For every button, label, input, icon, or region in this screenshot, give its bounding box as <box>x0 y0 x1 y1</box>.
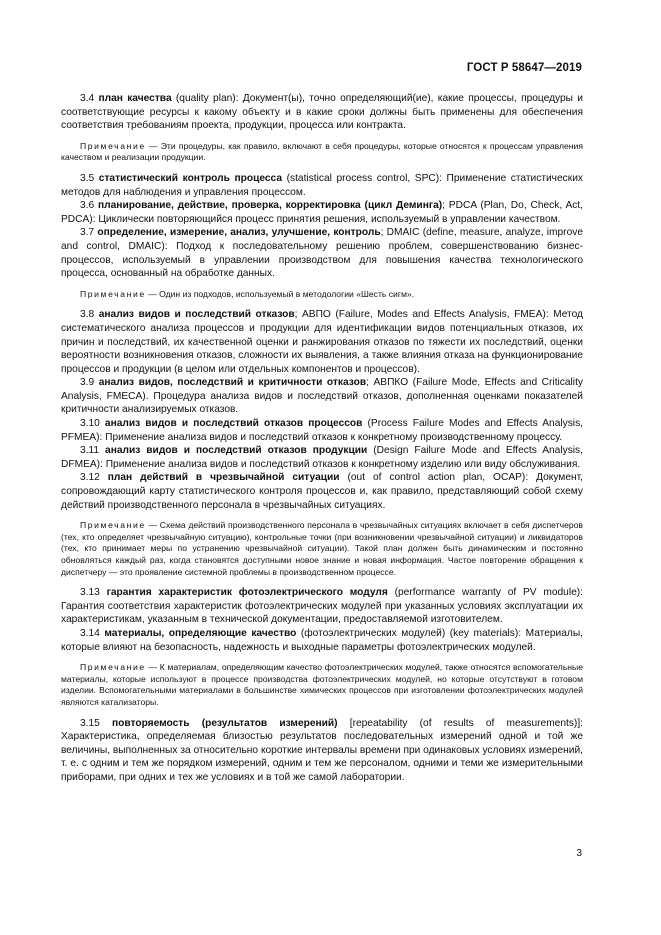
note-text: — Схема действий производственного персонала в чрезвычайных ситуациях включает в себя диспетчеров (тех, кто определяет чрезвычайную ситуацию), контрольные точки (при возникновении чрезвычайной ситуации) и ликвидаторов (тех, кто принимает меры по устранению чрезвычайной ситуации). Такой план должен быть динамическим и постоянно обновляться каждый раз, когда становятся доступными новое знание и новая информация. Частое повторение обращения к диспетчеру — это проявление системной проблемы в производственном процессе. <box>61 520 583 577</box>
term-number: 3.9 <box>80 377 95 389</box>
term-definition: [repeatability (of results of measurements)]: Характеристика, определяемая близостью результатов последовательных измерений одной и той же величины, выполненных за относительно короткие интервалы времени при одинаковых условиях измерений, т. е. с одним и тем же порядком измерений, одним и тем же персоналом, одними и теми же измерительными приборами, при одних и тех же условиях и в той же самой лаборатории. <box>61 717 583 783</box>
term-name: план действий в чрезвычайной ситуации <box>107 472 340 484</box>
term-name: планирование, действие, проверка, корректировка (цикл Деминга) <box>98 200 443 212</box>
term-definition: (фотоэлектрических модулей) (key materials): Материалы, которые влияют на безопасность, надежность и выходные параметры фотоэлектрических модулей. <box>61 627 583 653</box>
note-text: — Один из подходов, используемый в методологии «Шесть сигм». <box>145 288 415 299</box>
term-entry-3-9 <box>61 376 583 417</box>
term-entry-3-10 <box>61 417 583 444</box>
term-number: 3.4 <box>80 93 95 104</box>
note-label: Примечание <box>80 288 146 299</box>
term-entry-3-11 <box>61 444 583 471</box>
note-3-14 <box>61 662 583 708</box>
term-definition: (out of control action plan, OCAP): Документ, сопровождающий карту статистического контроля процессов и, как правило, представляющий собой схему действий производственного персонала в чрезвычайных ситуациях. <box>61 472 583 511</box>
term-definition: ; АВПКО (Failure Mode, Effects and Criticality Analysis, FMECA). Процедура анализа видов и последствий отказов, дополненная оценками показателей критичности анализируемых отказов. <box>61 377 583 416</box>
term-entry-3-7 <box>61 226 583 280</box>
term-definition: (Process Failure Modes and Effects Analysis, PFMEA): Применение анализа видов и последствий отказов к конкретному производственному процессу. <box>61 418 583 443</box>
term-name: анализ видов, последствий и критичности отказов <box>98 377 367 389</box>
term-entry-3-13 <box>61 586 583 627</box>
note-label: Примечание <box>80 662 146 673</box>
term-number: 3.6 <box>80 200 95 212</box>
term-number: 3.11 <box>80 445 100 457</box>
note-text: — Эти процедуры, как правило, включают в себя процедуры, которые относятся к процессам управления качеством и реализации продукции. <box>61 140 583 163</box>
note-3-7 <box>61 289 583 301</box>
term-entry-3-12 <box>61 471 583 512</box>
term-number: 3.14 <box>80 627 100 639</box>
term-name: анализ видов и последствий отказов <box>98 309 295 321</box>
note-3-12 <box>61 520 583 578</box>
document-body <box>61 92 583 785</box>
term-number: 3.7 <box>80 227 95 239</box>
term-entry-3-14 <box>61 627 583 654</box>
term-name: повторяемость (результатов измерений) <box>112 717 338 729</box>
term-number: 3.8 <box>80 309 95 321</box>
page-number: 3 <box>576 848 582 859</box>
term-entry-3-4 <box>61 92 583 133</box>
term-name: материалы, определяющие качество <box>104 627 297 639</box>
note-text: — К материалам, определяющим качество фотоэлектрических модулей, также относятся вспомогательные материалы, которые используют в процессе производства фотоэлектрических модулей, но которые отсутствуют в готовом изделии. Вспомогательными материалами в большинстве химических процессов при изготовлении фотоэлектрических модулей являются катализаторы. <box>61 662 583 707</box>
term-entry-3-8 <box>61 308 583 376</box>
term-definition: (performance warranty of PV module): Гарантия соответствия характеристик фотоэлектрических модулей при указанных условиях эксплуатации их характеристикам, указанным в технической документации, предоставляемой изготовителем. <box>61 587 583 626</box>
standard-designation: ГОСТ Р 58647—2019 <box>466 62 582 74</box>
term-entry-3-6 <box>61 199 583 226</box>
term-name: определение, измерение, анализ, улучшение, контроль <box>97 227 381 239</box>
note-label: Примечание <box>80 520 146 531</box>
term-entry-3-5 <box>61 172 583 199</box>
term-definition: (quality plan): Документ(ы), точно определяющий(ие), какие процессы, процедуры и соответствующие ресурсы к какому объекту и в какие сроки должны быть применены для обеспечения соответствия требованиям проекта, продукции, процесса или контракта. <box>61 93 583 132</box>
term-definition: (Design Failure Mode and Effects Analysis, DFMEA): Применение анализа видов и последствий отказов к конкретному изделию или виду обслуживания. <box>61 445 583 470</box>
term-definition: (statistical process control, SPC): Применение статистических методов для наблюдения и управления процессом. <box>61 172 583 198</box>
term-number: 3.12 <box>80 472 100 484</box>
term-name: статистический контроль процесса <box>98 172 282 184</box>
term-number: 3.10 <box>80 418 100 430</box>
note-3-4 <box>61 141 583 164</box>
term-definition: ; PDCA (Plan, Do, Check, Act, PDCA): Циклически повторяющийся процесс принятия решения, используемый в управлении качеством. <box>61 200 583 225</box>
term-number: 3.15 <box>80 717 100 729</box>
note-label: Примечание <box>80 140 146 151</box>
term-name: анализ видов и последствий отказов процессов <box>104 418 363 430</box>
term-definition: ; АВПО (Failure, Modes and Effects Analysis, FMEA): Метод систематического анализа процессов и продукции для идентификации видов потенциальных отказов, их причин и последствий, их качественной оценки и ранжирования отказов по тяжести их последствий, оценки вероятности возникновения отказов, сложности их выявления, а также влияния отказа на функционирование процессов и продукции (в целом или отдельных компонентов и процессов). <box>61 309 583 375</box>
term-number: 3.13 <box>80 587 100 599</box>
term-entry-3-15 <box>61 717 583 785</box>
term-name: гарантия характеристик фотоэлектрического модуля <box>106 587 388 599</box>
term-name: анализ видов и последствий отказов продукции <box>105 445 368 457</box>
term-definition: ; DMAIC (define, measure, analyze, improve and control, DMAIC): Подход к последовательному решению проблем, совершенствованию бизнес-процессов, используемый в управлении производством для повышения качества технологического процесса, основанный на обработке данных. <box>61 227 583 280</box>
term-name: план качества <box>98 93 172 104</box>
term-number: 3.5 <box>80 172 95 184</box>
